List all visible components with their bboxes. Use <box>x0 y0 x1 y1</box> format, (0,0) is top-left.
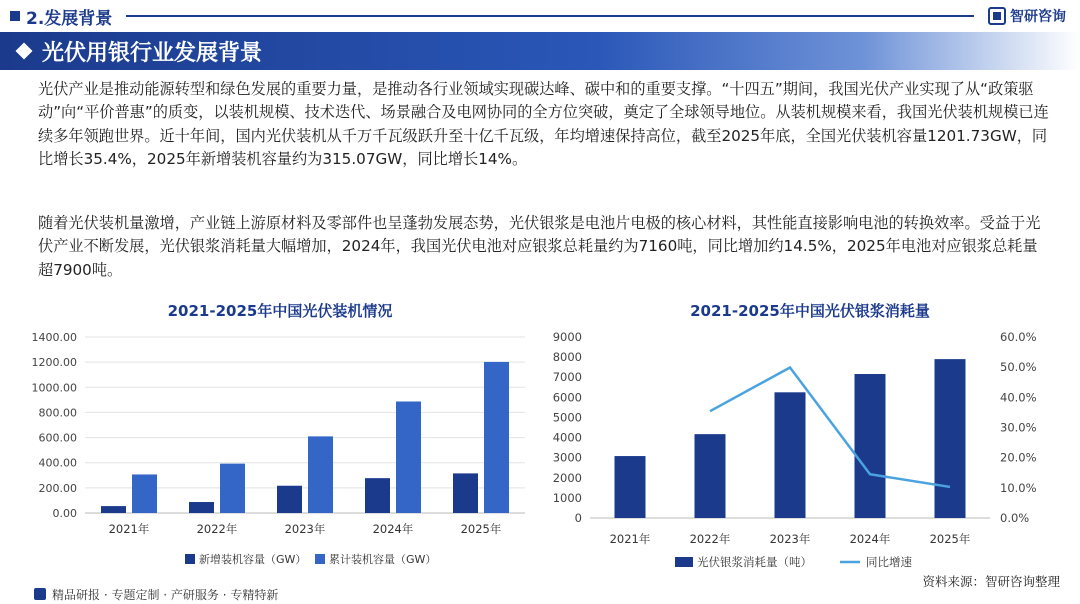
y-tick-label: 8000 <box>552 350 582 365</box>
y-tick-label: 0 <box>574 511 582 525</box>
brand-logo-icon <box>988 7 1006 25</box>
x-tick-label: 2021年 <box>609 532 651 546</box>
legend-swatch <box>185 554 195 564</box>
bar-cumulative <box>132 474 157 513</box>
y-tick-label: 1000.00 <box>31 381 77 395</box>
y-tick-label: 6000 <box>552 390 582 405</box>
bar-silver-paste <box>775 392 806 518</box>
bar-new <box>453 473 478 513</box>
bar-new <box>277 486 302 513</box>
bar-silver-paste <box>615 456 646 518</box>
title-banner <box>0 32 1080 70</box>
y-tick-label: 400.00 <box>38 456 77 470</box>
bar-cumulative <box>484 362 509 513</box>
x-tick-label: 2023年 <box>284 522 326 536</box>
y-tick-label: 4000 <box>552 430 582 445</box>
x-tick-label: 2022年 <box>689 532 731 546</box>
header-divider <box>126 15 974 17</box>
bar-new <box>365 478 390 513</box>
brand-logo <box>988 6 1066 26</box>
y-tick-label: 5000 <box>552 410 582 425</box>
y-tick-label: 3000 <box>552 450 582 465</box>
x-tick-label: 2025年 <box>929 532 971 546</box>
bar-silver-paste <box>855 374 886 518</box>
y-tick-label: 200.00 <box>38 481 77 495</box>
brand-logo-text: 智研咨询 <box>1010 9 1066 25</box>
x-tick-label: 2021年 <box>108 522 150 536</box>
y-tick-label: 1200.00 <box>31 356 77 370</box>
y2-tick-label: 0.0% <box>1000 511 1030 525</box>
x-tick-label: 2023年 <box>769 532 811 546</box>
footer-bar <box>0 584 1080 604</box>
diamond-icon <box>16 43 33 60</box>
y-tick-label: 7000 <box>552 370 582 385</box>
chart-installed-capacity <box>20 325 540 575</box>
growth-rate-line <box>710 367 950 486</box>
bar-cumulative <box>308 436 333 513</box>
y-tick-label: 1400.00 <box>31 331 77 344</box>
legend-swatch <box>675 557 693 567</box>
source-note: 资料来源：智研咨询整理 <box>922 574 1060 589</box>
footer-text: 精品研报 · 专题定制 · 产研服务 · 专精特新 <box>52 587 279 602</box>
legend-label: 同比增速 <box>866 555 912 569</box>
y2-tick-label: 60.0% <box>1000 330 1037 344</box>
x-tick-label: 2025年 <box>460 522 502 536</box>
bar-new <box>101 506 126 513</box>
y-tick-label: 800.00 <box>38 406 77 420</box>
chart2-title: 2021-2025年中国光伏银浆消耗量 <box>690 302 930 320</box>
y2-tick-label: 20.0% <box>1000 450 1037 465</box>
y2-tick-label: 10.0% <box>1000 480 1037 495</box>
bar-new <box>189 502 214 513</box>
chart1-title: 2021-2025年中国光伏装机情况 <box>167 302 393 320</box>
paragraph-2: 随着光伏装机量激增，产业链上游原材料及零部件也呈蓬勃发展态势，光伏银浆是电池片电极的核心材料，其性能直接影响电池的转换效率。受益于光伏产业不断发展，光伏银浆消耗量大幅增加，2024年，我国光伏电池对应银浆总耗量约为7160吨，同比增加约14.5%，2025年电池对应银浆总耗量超7900吨。 <box>38 214 1041 279</box>
y2-tick-label: 40.0% <box>1000 390 1037 405</box>
top-bar <box>0 0 1080 32</box>
legend-label: 累计装机容量（GW） <box>329 553 437 566</box>
legend-label: 新增装机容量（GW） <box>199 553 307 566</box>
bar-cumulative <box>220 464 245 513</box>
y-tick-label: 0.00 <box>52 507 77 520</box>
y2-tick-label: 50.0% <box>1000 360 1037 375</box>
bar-cumulative <box>396 401 421 513</box>
footer-icon <box>34 588 46 600</box>
y-tick-label: 1000 <box>552 490 582 505</box>
y2-tick-label: 30.0% <box>1000 420 1037 435</box>
section-marker-icon <box>10 11 20 21</box>
legend-swatch <box>315 554 325 564</box>
legend-label: 光伏银浆消耗量（吨） <box>697 555 812 569</box>
paragraph-1: 光伏产业是推动能源转型和绿色发展的重要力量，是推动各行业领域实现碳达峰、碳中和的重要支撑。“十四五”期间，我国光伏产业实现了从“政策驱动”向“平价普惠”的质变，以装机规模、技术迭代、场景融合及电网协同的全方位突破，奠定了全球领导地位。从装机规模来看，我国光伏装机规模已连续多年领跑世界。近十年间，国内光伏装机从千万千瓦级跃升至十亿千瓦级，年均增速保持高位，截至2025年底，全国光伏装机容量1201.73GW，同比增长35.4%，2025年新增装机容量约为315.07GW，同比增长14%。 <box>38 80 1049 169</box>
page-title: 光伏用银行业发展背景 <box>42 40 263 66</box>
bar-silver-paste <box>935 359 966 518</box>
y-tick-label: 9000 <box>552 330 582 344</box>
x-tick-label: 2024年 <box>372 522 414 536</box>
bar-silver-paste <box>695 434 726 518</box>
x-tick-label: 2024年 <box>849 532 891 546</box>
chart-silver-paste-consumption <box>540 325 1060 575</box>
section-label: 2.发展背景 <box>26 8 113 29</box>
x-tick-label: 2022年 <box>196 522 238 536</box>
y-tick-label: 2000 <box>552 470 582 485</box>
y-tick-label: 600.00 <box>38 431 77 445</box>
